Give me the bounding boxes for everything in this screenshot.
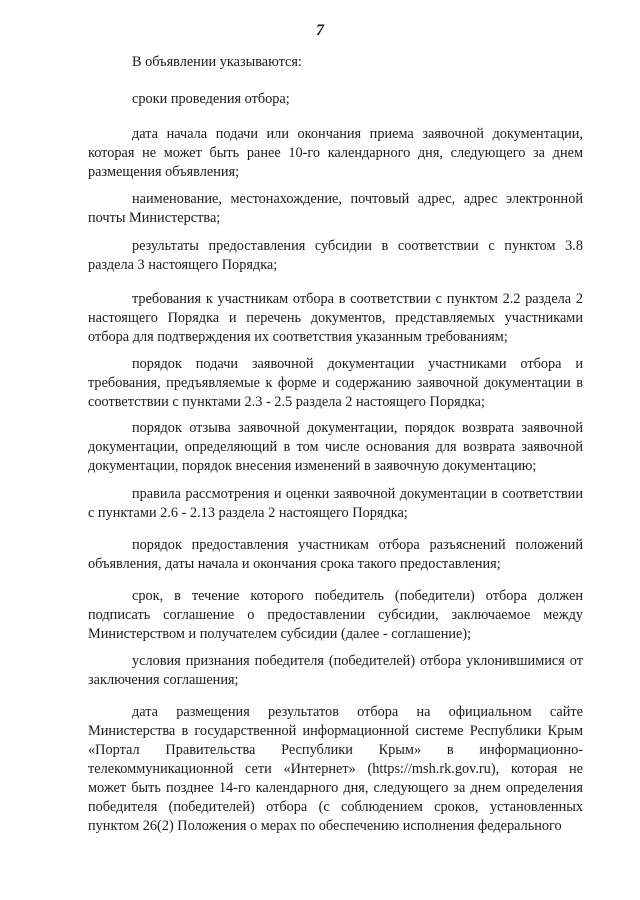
- paragraph-results-publication: дата размещения результатов отбора на официальном сайте Министерства в государственной информационной системе Республики Крым «Портал Правительства Республики Крым» в информационно-телекоммуникационной сети «Интернет» (https://msh.rk.gov.ru), которая не может быть позднее 14-го календарного дня, следующего за днем определения победителя (победителей) отбора (с соблюдением сроков, установленных пунктом 26(2) Положения о мерах по обеспечению исполнения федерального: [88, 704, 583, 834]
- paragraph-submission-procedure: порядок подачи заявочной документации участниками отбора и требования, предъявляемые к форме и содержанию заявочной документации в соответствии с пунктами 2.3 - 2.5 раздела 2 настоящего Порядка;: [88, 356, 583, 410]
- paragraph-selection-dates: сроки проведения отбора;: [132, 91, 290, 107]
- paragraph-evaluation-rules: правила рассмотрения и оценки заявочной документации в соответствии с пунктами 2.6 - 2.13 раздела 2 настоящего Порядка;: [88, 486, 583, 521]
- paragraph-participant-requirements: требования к участникам отбора в соответствии с пунктом 2.2 раздела 2 настоящего Порядка и перечень документов, представляемых участниками отбора для подтверждения их соответствия указанным требованиям;: [88, 291, 583, 345]
- paragraph-ministry-contacts: наименование, местонахождение, почтовый адрес, адрес электронной почты Министерства;: [88, 191, 583, 226]
- paragraph-subsidy-results: результаты предоставления субсидии в соответствии с пунктом 3.8 раздела 3 настоящего Порядка;: [88, 238, 583, 273]
- paragraph-withdrawal-procedure: порядок отзыва заявочной документации, порядок возврата заявочной документации, определяющий в том числе основания для возврата заявочной документации, порядок внесения изменений в заявочную документацию;: [88, 420, 583, 474]
- paragraph-application-dates: дата начала подачи или окончания приема заявочной документации, которая не может быть ранее 10-го календарного дня, следующего за днем размещения объявления;: [88, 126, 583, 180]
- paragraph-agreement-deadline: срок, в течение которого победитель (победители) отбора должен подписать соглашение о предоставлении субсидии, заключаемое между Министерством и получателем субсидии (далее - соглашение);: [88, 588, 583, 642]
- paragraph-clarifications: порядок предоставления участникам отбора разъяснений положений объявления, даты начала и окончания срока такого предоставления;: [88, 537, 583, 572]
- paragraph-evasion-conditions: условия признания победителя (победителей) отбора уклонившимися от заключения соглашения;: [88, 653, 583, 688]
- page-number: 7: [316, 22, 324, 39]
- paragraph-announcement-intro: В объявлении указываются:: [132, 54, 302, 70]
